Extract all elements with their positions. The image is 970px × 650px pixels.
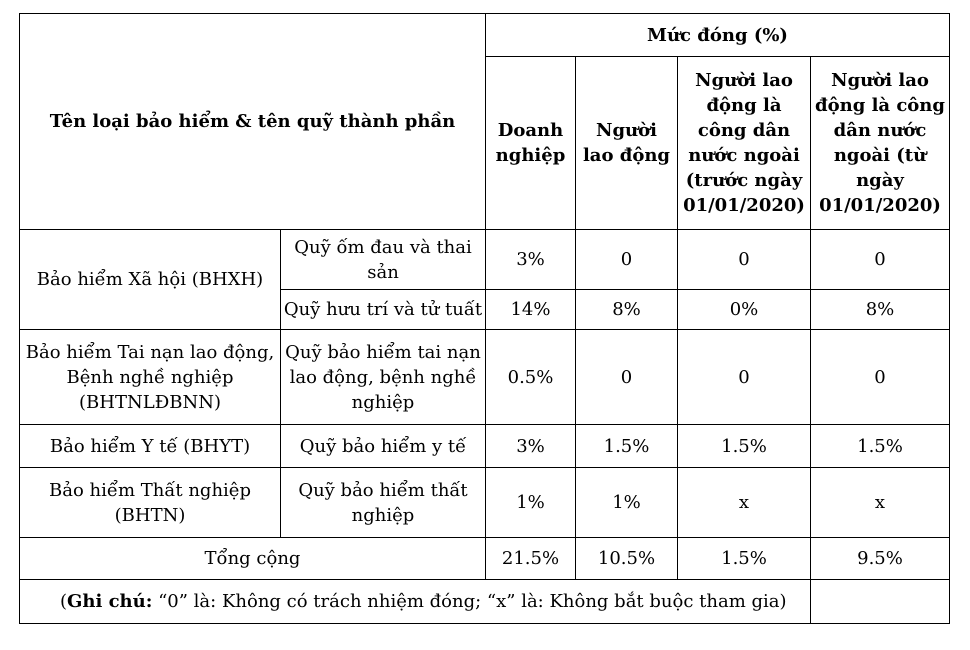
- note-empty-cell: [811, 580, 950, 624]
- table-row: [20, 425, 950, 468]
- rate-cell: 8%: [576, 290, 678, 330]
- header-foreign-after: Người lao động là công dân nước ngoài (từ ngày 01/01/2020): [811, 57, 950, 230]
- rate-cell: 0: [576, 330, 678, 425]
- rate-cell: 1.5%: [576, 425, 678, 468]
- fund-name: Quỹ bảo hiểm thất nghiệp: [281, 468, 486, 538]
- rate-cell: 0.5%: [486, 330, 576, 425]
- total-cell: 21.5%: [486, 538, 576, 580]
- total-cell: 1.5%: [678, 538, 811, 580]
- table-row: [20, 230, 950, 290]
- rate-cell: 14%: [486, 290, 576, 330]
- rate-cell: 0: [811, 330, 950, 425]
- note-open-paren: (: [60, 591, 68, 612]
- fund-name: Quỹ bảo hiểm y tế: [281, 425, 486, 468]
- table-row: [20, 468, 950, 538]
- fund-name: Quỹ bảo hiểm tai nạn lao động, bệnh nghề nghiệp: [281, 330, 486, 425]
- rate-cell: 0: [811, 230, 950, 290]
- total-cell: 9.5%: [811, 538, 950, 580]
- note-body: “0” là: Không có trách nhiệm đóng; “x” là: Không bắt buộc tham gia): [152, 591, 787, 612]
- insurance-name: Bảo hiểm Thất nghiệp (BHTN): [20, 468, 281, 538]
- note-row: [20, 580, 950, 624]
- rate-cell: 1.5%: [811, 425, 950, 468]
- fund-name: Quỹ hưu trí và tử tuất: [281, 290, 486, 330]
- rate-cell: 0: [576, 230, 678, 290]
- fund-name: Quỹ ốm đau và thai sản: [281, 230, 486, 290]
- rate-cell: 1%: [486, 468, 576, 538]
- header-enterprise: Doanh nghiệp: [486, 57, 576, 230]
- rate-cell: 0: [678, 230, 811, 290]
- rate-cell: 1.5%: [678, 425, 811, 468]
- total-label: Tổng cộng: [20, 538, 486, 580]
- rate-cell: 8%: [811, 290, 950, 330]
- insurance-name: Bảo hiểm Y tế (BHYT): [20, 425, 281, 468]
- rate-cell: 3%: [486, 425, 576, 468]
- rate-cell: 0: [678, 330, 811, 425]
- header-insurance-name: Tên loại bảo hiểm & tên quỹ thành phần: [20, 14, 486, 230]
- note-text: [20, 580, 811, 624]
- total-cell: 10.5%: [576, 538, 678, 580]
- header-employee: Người lao động: [576, 57, 678, 230]
- insurance-name: Bảo hiểm Tai nạn lao động, Bệnh nghề nghiệp (BHTNLĐBNN): [20, 330, 281, 425]
- note-label: Ghi chú:: [67, 591, 153, 612]
- rate-cell: x: [678, 468, 811, 538]
- rate-cell: 0%: [678, 290, 811, 330]
- header-rate-group: Mức đóng (%): [486, 14, 950, 57]
- rate-cell: 1%: [576, 468, 678, 538]
- table-row: [20, 330, 950, 425]
- rate-cell: x: [811, 468, 950, 538]
- insurance-rate-table: [19, 13, 950, 624]
- rate-cell: 3%: [486, 230, 576, 290]
- header-foreign-before: Người lao động là công dân nước ngoài (trước ngày 01/01/2020): [678, 57, 811, 230]
- total-row: [20, 538, 950, 580]
- insurance-name: Bảo hiểm Xã hội (BHXH): [20, 230, 281, 330]
